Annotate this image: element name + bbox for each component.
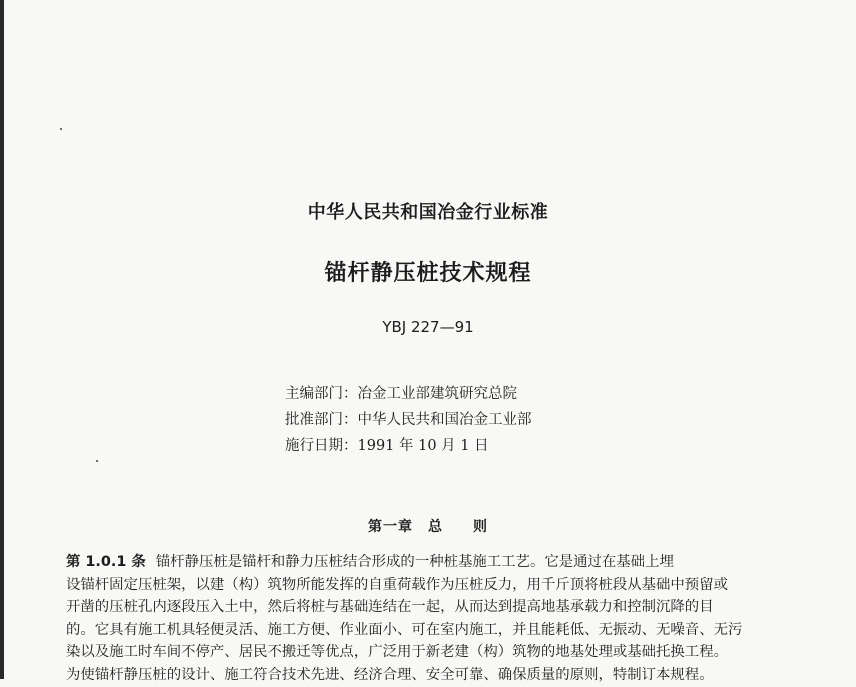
chief-editor-dept: 主编部门：冶金工业部建筑研究总院	[285, 386, 517, 402]
article-line: 开凿的压桩孔内逐段压入土中，然后将桩与基础连结在一起，从而达到提高地基承载力和控制沉降的目	[66, 599, 714, 616]
effective-date: 施行日期：1991 年 10 月 1 日	[285, 438, 489, 454]
standard-code: YBJ 227—91	[382, 318, 474, 336]
standard-title: 锚杆静压桩技术规程	[324, 261, 532, 286]
scan-edge-shadow	[0, 0, 4, 679]
issuing-authority-title: 中华人民共和国冶金行业标准	[307, 202, 549, 223]
article-line: 染以及施工时车间不停产、居民不搬迁等优点，广泛用于新老建（构）筑物的地基处理或基础托换工程。	[66, 644, 728, 661]
standard-metadata	[285, 381, 532, 459]
article-paragraph	[66, 551, 778, 687]
article-line: 第 1.0.1 条 锚杆静压桩是锚杆和静力压桩结合形成的一种桩基施工工艺。它是通过在基础上埋	[66, 554, 674, 570]
approving-dept: 批准部门：中华人民共和国冶金工业部	[285, 412, 532, 428]
article-line: 的。它具有施工机具轻便灵活、施工方便、作业面小、可在室内施工，并且能耗低、无振动、无噪音、无污	[66, 621, 743, 638]
article-line: 为使锚杆静压桩的设计、施工符合技术先进、经济合理、安全可靠、确保质量的原则，特制订本规程。	[66, 666, 714, 683]
article-line: 设锚杆固定压桩架，以建（构）筑物所能发挥的自重荷载作为压桩反力，用千斤顶将桩段从基础中预留或	[66, 576, 728, 593]
scan-speck	[96, 460, 98, 462]
scan-speck	[60, 128, 62, 130]
chapter-heading: 第一章 总 则	[368, 519, 488, 535]
article-number: 第 1.0.1 条	[66, 554, 146, 570]
